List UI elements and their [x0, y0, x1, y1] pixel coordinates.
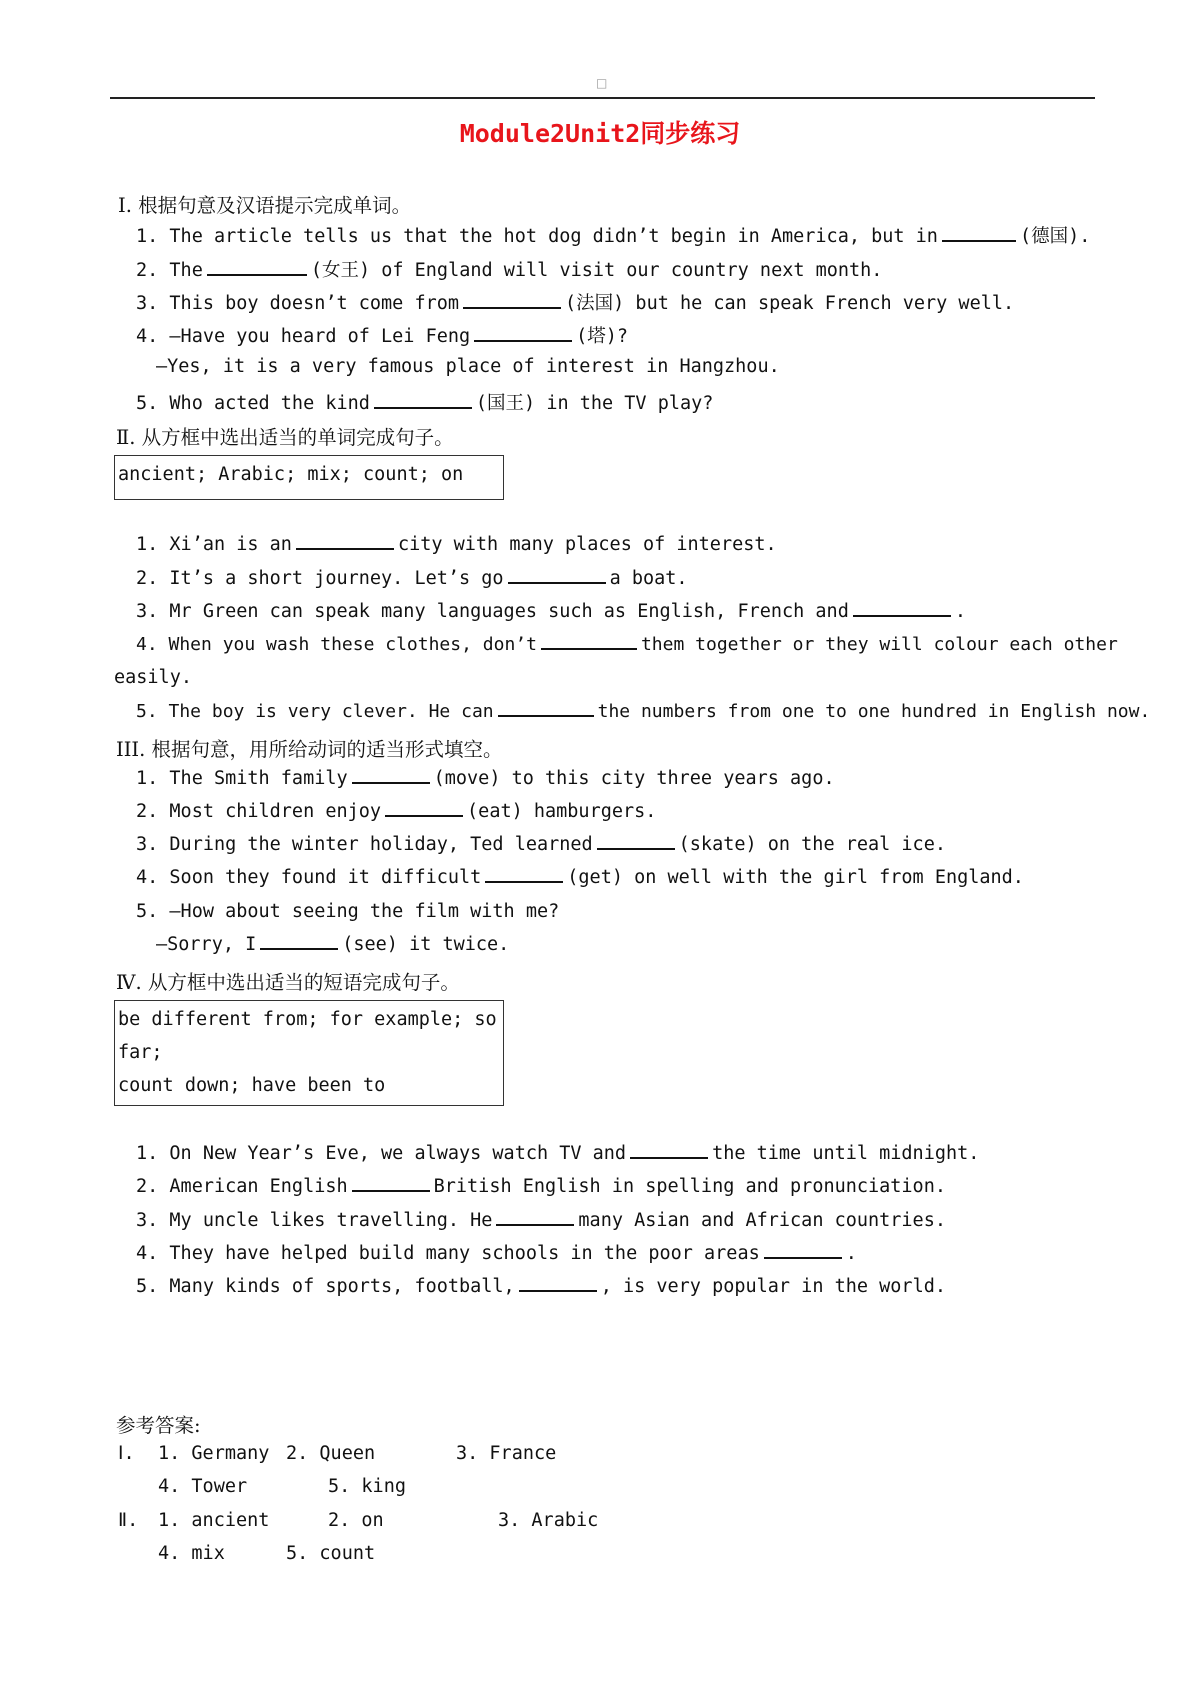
s2-item-2-rest: a boat.	[609, 568, 688, 589]
page-title: Module2Unit2同步练习	[459, 119, 741, 148]
s3-item-5: 5. —How about seeing the film with me?	[136, 901, 560, 922]
s4-item-1	[136, 1143, 979, 1164]
s2-item-1	[136, 534, 777, 555]
section-1-heading: Ⅰ. 根据句意及汉语提示完成单词。	[118, 194, 412, 217]
s1-item-2-blank[interactable]	[207, 273, 307, 276]
s1-item-4-blank[interactable]	[474, 339, 572, 342]
s2-item-4-cont: easily.	[114, 667, 192, 688]
s2-item-5-blank[interactable]	[498, 714, 594, 717]
s3-item-2-rest: (eat) hamburgers.	[467, 801, 657, 822]
answers-row-3-label: Ⅱ.	[118, 1510, 139, 1531]
s1-item-5-hint: (国王) in the TV play?	[475, 393, 714, 414]
s1-item-1-hint: (德国).	[1019, 226, 1091, 247]
section-2-heading: Ⅱ. 从方框中选出适当的单词完成句子。	[116, 426, 454, 449]
s4-item-1-text: 1. On New Year’s Eve, we always watch TV and	[136, 1143, 627, 1164]
s4-item-2-rest: British English in spelling and pronunciation.	[433, 1176, 946, 1197]
s4-item-3	[136, 1210, 946, 1231]
section-4-heading: Ⅳ. 从方框中选出适当的短语完成句子。	[116, 971, 460, 994]
s2-item-5-rest: the numbers from one to one hundred in English now.	[597, 701, 1151, 722]
s3-item-2	[136, 801, 656, 822]
s4-item-5-text: 5. Many kinds of sports, football,	[136, 1276, 515, 1297]
s2-item-4	[136, 634, 1118, 655]
phrase-box-line-2: far;	[118, 1042, 163, 1063]
s4-item-2-text: 2. American English	[136, 1176, 348, 1197]
s4-item-5	[136, 1276, 946, 1297]
s4-item-2-blank[interactable]	[352, 1189, 430, 1192]
s1-item-3-hint: (法国) but he can speak French very well.	[565, 293, 1015, 314]
s1-item-1-blank[interactable]	[942, 239, 1016, 242]
s4-item-2	[136, 1176, 946, 1197]
s3-item-3	[136, 834, 946, 855]
header-rule	[110, 97, 1095, 99]
s2-item-2-blank[interactable]	[508, 581, 606, 584]
s4-item-1-rest: the time until midnight.	[712, 1143, 980, 1164]
s3-item-4	[136, 867, 1024, 888]
phrase-box-line-1: be different from; for example; so	[118, 1009, 497, 1030]
s2-item-5	[136, 701, 1150, 722]
s1-item-2-hint: (女王) of England will visit our country next month.	[310, 260, 883, 281]
s1-item-1-text: 1. The article tells us that the hot dog didn’t begin in America, but in	[136, 226, 938, 247]
s1-item-5-text: 5. Who acted the kind	[136, 393, 370, 414]
s4-item-1-blank[interactable]	[630, 1156, 708, 1159]
s4-item-5-blank[interactable]	[519, 1289, 597, 1292]
s1-item-4	[136, 322, 628, 348]
answers-row-1-a1: 1. Germany	[158, 1443, 270, 1464]
section-3-heading: III. 根据句意，用所给动词的适当形式填空。	[116, 738, 503, 761]
s1-item-3-blank[interactable]	[463, 306, 561, 309]
answers-row-2-a5: 5. king	[328, 1476, 406, 1497]
answers-row-4-a4: 4. mix	[158, 1543, 225, 1564]
s3-item-3-rest: (skate) on the real ice.	[678, 834, 946, 855]
s3-item-5-blank[interactable]	[260, 947, 338, 950]
s1-item-3-text: 3. This boy doesn’t come from	[136, 293, 460, 314]
s3-item-3-text: 3. During the winter holiday, Ted learned	[136, 834, 593, 855]
s3-item-1-rest: (move) to this city three years ago.	[433, 768, 835, 789]
s4-item-3-rest: many Asian and African countries.	[578, 1210, 946, 1231]
s4-item-3-blank[interactable]	[496, 1223, 574, 1226]
answers-row-1-a3: 3. France	[456, 1443, 557, 1464]
s2-item-2	[136, 568, 688, 589]
s2-item-1-rest: city with many places of interest.	[397, 534, 777, 555]
word-box	[114, 455, 504, 500]
s1-item-4-text: 4. —Have you heard of Lei Feng	[136, 326, 471, 347]
answers-row-1-a2: 2. Queen	[286, 1443, 376, 1464]
s3-item-4-text: 4. Soon they found it difficult	[136, 867, 482, 888]
s3-item-5-reply	[156, 934, 509, 955]
s1-item-2	[136, 256, 882, 282]
s1-item-5	[136, 389, 713, 415]
s1-item-3	[136, 289, 1014, 315]
s3-item-5-reply-rest: (see) it twice.	[342, 934, 510, 955]
s3-item-1-blank[interactable]	[352, 781, 430, 784]
s4-item-4-text: 4. They have helped build many schools in the poor areas	[136, 1243, 760, 1264]
s3-item-5-reply-text: —Sorry, I	[156, 934, 257, 955]
answers-row-3-a1: 1. ancient	[158, 1510, 270, 1531]
s2-item-3-blank[interactable]	[853, 614, 951, 617]
s1-item-1	[136, 222, 1090, 248]
s3-item-1	[136, 768, 835, 789]
s4-item-3-text: 3. My uncle likes travelling. He	[136, 1210, 493, 1231]
s3-item-1-text: 1. The Smith family	[136, 768, 348, 789]
s3-item-4-rest: (get) on well with the girl from England.	[567, 867, 1024, 888]
s1-item-4-hint: (塔)?	[576, 326, 629, 347]
s2-item-3-text: 3. Mr Green can speak many languages such as English, French and	[136, 601, 849, 622]
s3-item-4-blank[interactable]	[485, 880, 563, 883]
s3-item-2-text: 2. Most children enjoy	[136, 801, 382, 822]
s2-item-3-rest: .	[954, 601, 966, 622]
s4-item-5-rest: , is very popular in the world.	[600, 1276, 946, 1297]
s2-item-2-text: 2. It’s a short journey. Let’s go	[136, 568, 504, 589]
s2-item-3	[136, 601, 966, 622]
s1-item-4-reply: —Yes, it is a very famous place of interest in Hangzhou.	[156, 356, 780, 377]
s2-item-4-rest: them together or they will colour each other	[640, 634, 1118, 655]
s2-item-1-blank[interactable]	[296, 547, 394, 550]
header-mark: □	[596, 76, 608, 90]
s1-item-5-blank[interactable]	[374, 406, 472, 409]
s3-item-2-blank[interactable]	[385, 814, 463, 817]
s4-item-4-rest: .	[845, 1243, 857, 1264]
word-box-text: ancient; Arabic; mix; count; on	[118, 464, 464, 485]
phrase-box-line-3: count down; have been to	[118, 1075, 386, 1096]
s3-item-3-blank[interactable]	[597, 847, 675, 850]
answers-row-3-a2: 2. on	[328, 1510, 384, 1531]
answers-heading: 参考答案:	[116, 1414, 201, 1437]
answers-row-4-a5: 5. count	[286, 1543, 376, 1564]
phrase-box	[114, 1000, 504, 1106]
s4-item-4-blank[interactable]	[764, 1256, 842, 1259]
answers-row-2-a4: 4. Tower	[158, 1476, 248, 1497]
s2-item-4-text: 4. When you wash these clothes, don’t	[136, 634, 537, 655]
s2-item-1-text: 1. Xi’an is an	[136, 534, 292, 555]
s2-item-4-blank[interactable]	[541, 647, 637, 650]
s4-item-4	[136, 1243, 857, 1264]
s2-item-5-text: 5. The boy is very clever. He can	[136, 701, 494, 722]
answers-row-1-label: Ⅰ.	[118, 1443, 135, 1464]
answers-row-3-a3: 3. Arabic	[498, 1510, 599, 1531]
s1-item-2-text: 2. The	[136, 260, 203, 281]
